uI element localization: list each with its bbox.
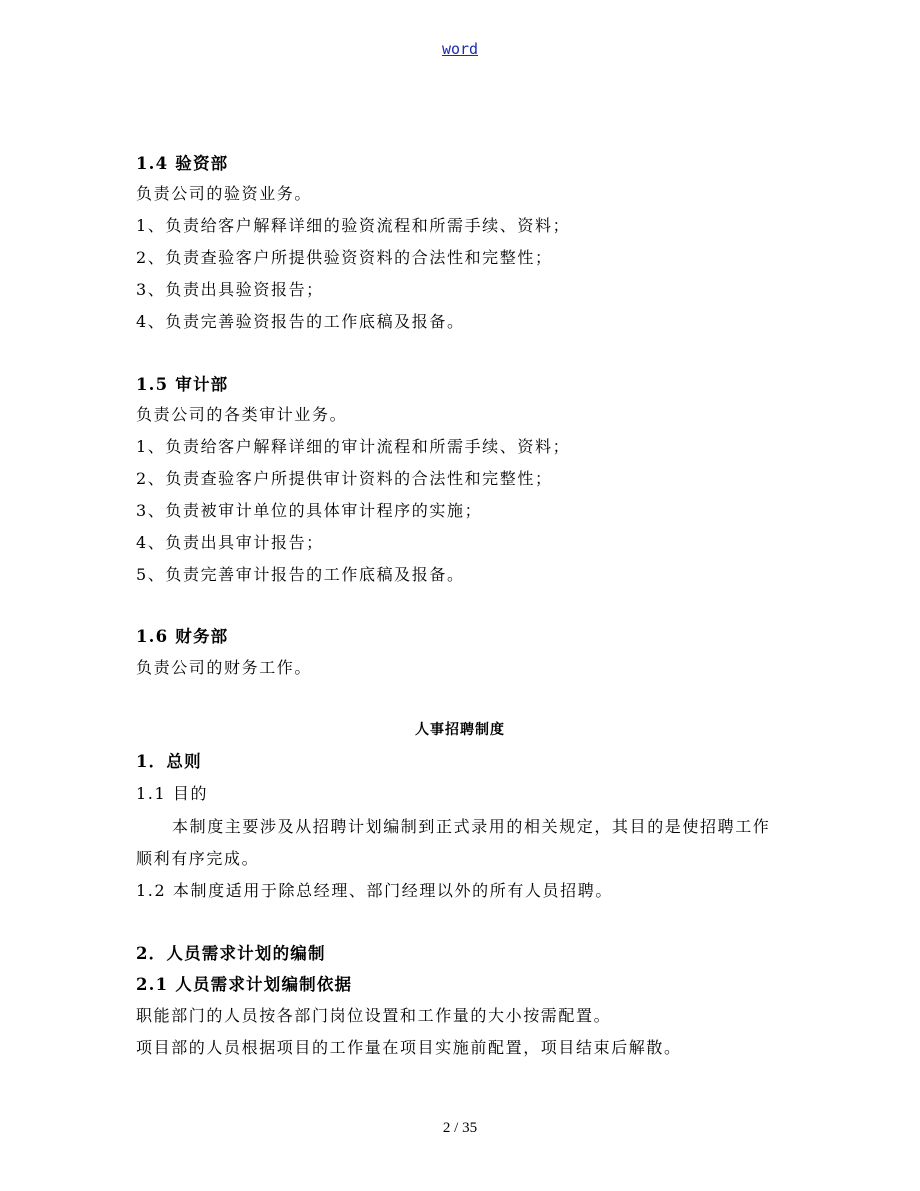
paragraph-line: 4、负责完善验资报告的工作底稿及报备。: [136, 312, 465, 331]
paragraph-line: 顺利有序完成。: [136, 849, 260, 868]
paragraph-line: 负责公司的财务工作。: [136, 658, 313, 677]
section-heading: 1.5 审计部: [136, 375, 229, 394]
paragraph-line: 3、负责被审计单位的具体审计程序的实施；: [136, 501, 483, 520]
paragraph-line: 本制度主要涉及从招聘计划编制到正式录用的相关规定，其目的是使招聘工作: [172, 817, 771, 836]
purpose-heading: 1.1 目的: [136, 784, 209, 803]
paragraph-line: 3、负责出具验资报告；: [136, 280, 324, 299]
header-word-link[interactable]: word: [441, 40, 479, 58]
plan-heading: 2．人员需求计划的编制: [136, 944, 326, 963]
paragraph-line: 1、负责给客户解释详细的验资流程和所需手续、资料；: [136, 216, 571, 235]
paragraph-line: 负责公司的各类审计业务。: [136, 405, 348, 424]
section-heading: 1.4 验资部: [136, 154, 229, 173]
paragraph-line: 5、负责完善审计报告的工作底稿及报备。: [136, 565, 465, 584]
recruitment-title: 人事招聘制度: [415, 722, 505, 738]
page-number: 2 / 35: [442, 1120, 478, 1136]
paragraph-line: 2、负责查验客户所提供验资资料的合法性和完整性；: [136, 248, 553, 267]
paragraph-line: 4、负责出具审计报告；: [136, 533, 324, 552]
basis-heading: 2.1 人员需求计划编制依据: [136, 975, 353, 994]
paragraph-line: 职能部门的人员按各部门岗位设置和工作量的大小按需配置。: [136, 1006, 612, 1025]
paragraph-line: 负责公司的验资业务。: [136, 184, 313, 203]
paragraph-line: 2、负责查验客户所提供审计资料的合法性和完整性；: [136, 469, 553, 488]
general-heading: 1．总则: [136, 752, 202, 771]
paragraph-line: 1、负责给客户解释详细的审计流程和所需手续、资料；: [136, 437, 571, 456]
section-heading: 1.6 财务部: [136, 627, 229, 646]
scope-line: 1.2 本制度适用于除总经理、部门经理以外的所有人员招聘。: [136, 881, 613, 900]
paragraph-line: 项目部的人员根据项目的工作量在项目实施前配置，项目结束后解散。: [136, 1038, 682, 1057]
